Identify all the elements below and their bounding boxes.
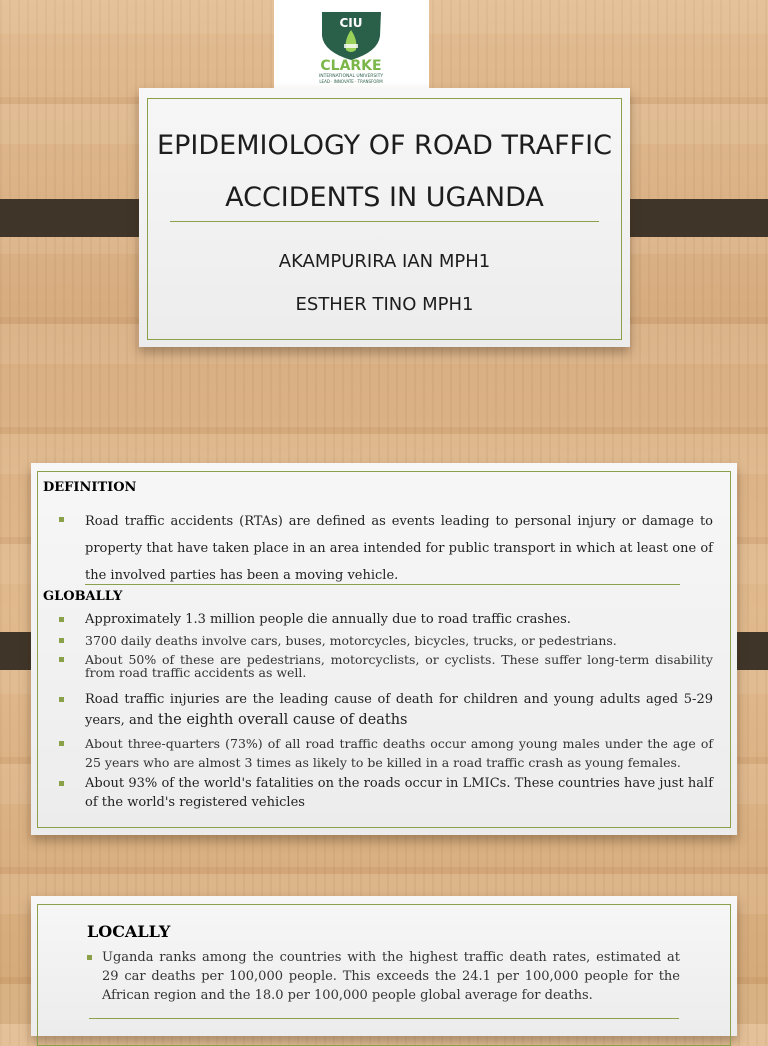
bullet-text: Road traffic injuries are the leading cause of death for children and young adults aged 5-29 years, and: [85, 692, 713, 728]
svg-text:LEAD · INNOVATE · TRANSFORM: LEAD · INNOVATE · TRANSFORM: [319, 79, 383, 84]
title-slide: [139, 88, 630, 347]
definition-heading: DEFINITION: [43, 480, 137, 495]
global-bullet-item: [85, 774, 713, 812]
global-bullet-item: [85, 653, 713, 679]
locally-heading: LOCALLY: [87, 922, 171, 941]
content-slide-local: [31, 896, 737, 1036]
slide-title-line-2: ACCIDENTS IN UGANDA: [225, 182, 544, 213]
bullet-square-icon: [59, 517, 64, 522]
left-decor-bar-1: [0, 199, 155, 237]
author-1: AKAMPURIRA IAN MPH1: [278, 251, 491, 272]
title-rule: [170, 221, 599, 222]
global-bullet-item: [85, 690, 713, 731]
definition-text: Road traffic accidents (RTAs) are defined as events leading to personal injury or damage to property that have taken place in an area intended for public transport in which at least one of the involved parties has been a moving vehicle.: [85, 514, 713, 583]
definition-item: [85, 508, 713, 589]
svg-text:INTERNATIONAL UNIVERSITY: INTERNATIONAL UNIVERSITY: [318, 74, 384, 79]
bullet-square-icon: [59, 781, 64, 786]
globally-heading: GLOBALLY: [43, 589, 123, 604]
local-bullet-list: [102, 948, 680, 1005]
bullet-square-icon: [87, 955, 92, 960]
bullet-text: Approximately 1.3 million people die annually due to road traffic crashes.: [85, 612, 571, 627]
bullet-square-icon: [59, 741, 64, 746]
bullet-text: About three-quarters (73%) of all road traffic deaths occur among young males under the age of 25 years who are almost 3 times as likely to be killed in a road traffic crash as young females.: [85, 736, 713, 770]
local-rule: [89, 1018, 679, 1019]
local-bullet-text: Uganda ranks among the countries with the highest traffic death rates, estimated at 29 car deaths per 100,000 people. This exceeds the 24.1 per 100,000 people for the African region and the 18.0 per 100,000 people global average for deaths.: [102, 950, 680, 1003]
content-slide-global: [31, 463, 737, 835]
bullet-text: 3700 daily deaths involve cars, buses, motorcycles, bicycles, trucks, or pedestrians.: [85, 633, 617, 648]
right-decor-bar-1: [613, 199, 768, 237]
bullet-text: About 50% of these are pedestrians, motorcyclists, or cyclists. These suffer long-term disability from road traffic accidents as well.: [85, 652, 713, 680]
bullet-emphasis: the eighth overall cause of deaths: [153, 712, 408, 728]
svg-text:CLARKE: CLARKE: [320, 58, 382, 74]
bullet-square-icon: [59, 697, 64, 702]
global-bullet-item: [85, 632, 713, 649]
section-rule: [85, 584, 680, 585]
global-bullet-item: [85, 734, 713, 772]
local-bullet-item: [102, 948, 680, 1005]
bullet-text: About 93% of the world's fatalities on the roads occur in LMICs. These countries have just half of the world's registered vehicles: [85, 776, 713, 810]
bullet-square-icon: [59, 657, 64, 662]
global-bullet-list: [85, 611, 713, 812]
slide-title-line-1: EPIDEMIOLOGY OF ROAD TRAFFIC: [157, 130, 612, 161]
university-logo: [274, 0, 429, 88]
bullet-square-icon: [59, 617, 64, 622]
bullet-square-icon: [59, 638, 64, 643]
global-bullet-item: [85, 611, 713, 628]
svg-text:CIU: CIU: [339, 16, 363, 30]
definition-list: [85, 508, 713, 589]
author-2: ESTHER TINO MPH1: [295, 294, 474, 315]
ciu-shield-icon: [274, 0, 429, 88]
